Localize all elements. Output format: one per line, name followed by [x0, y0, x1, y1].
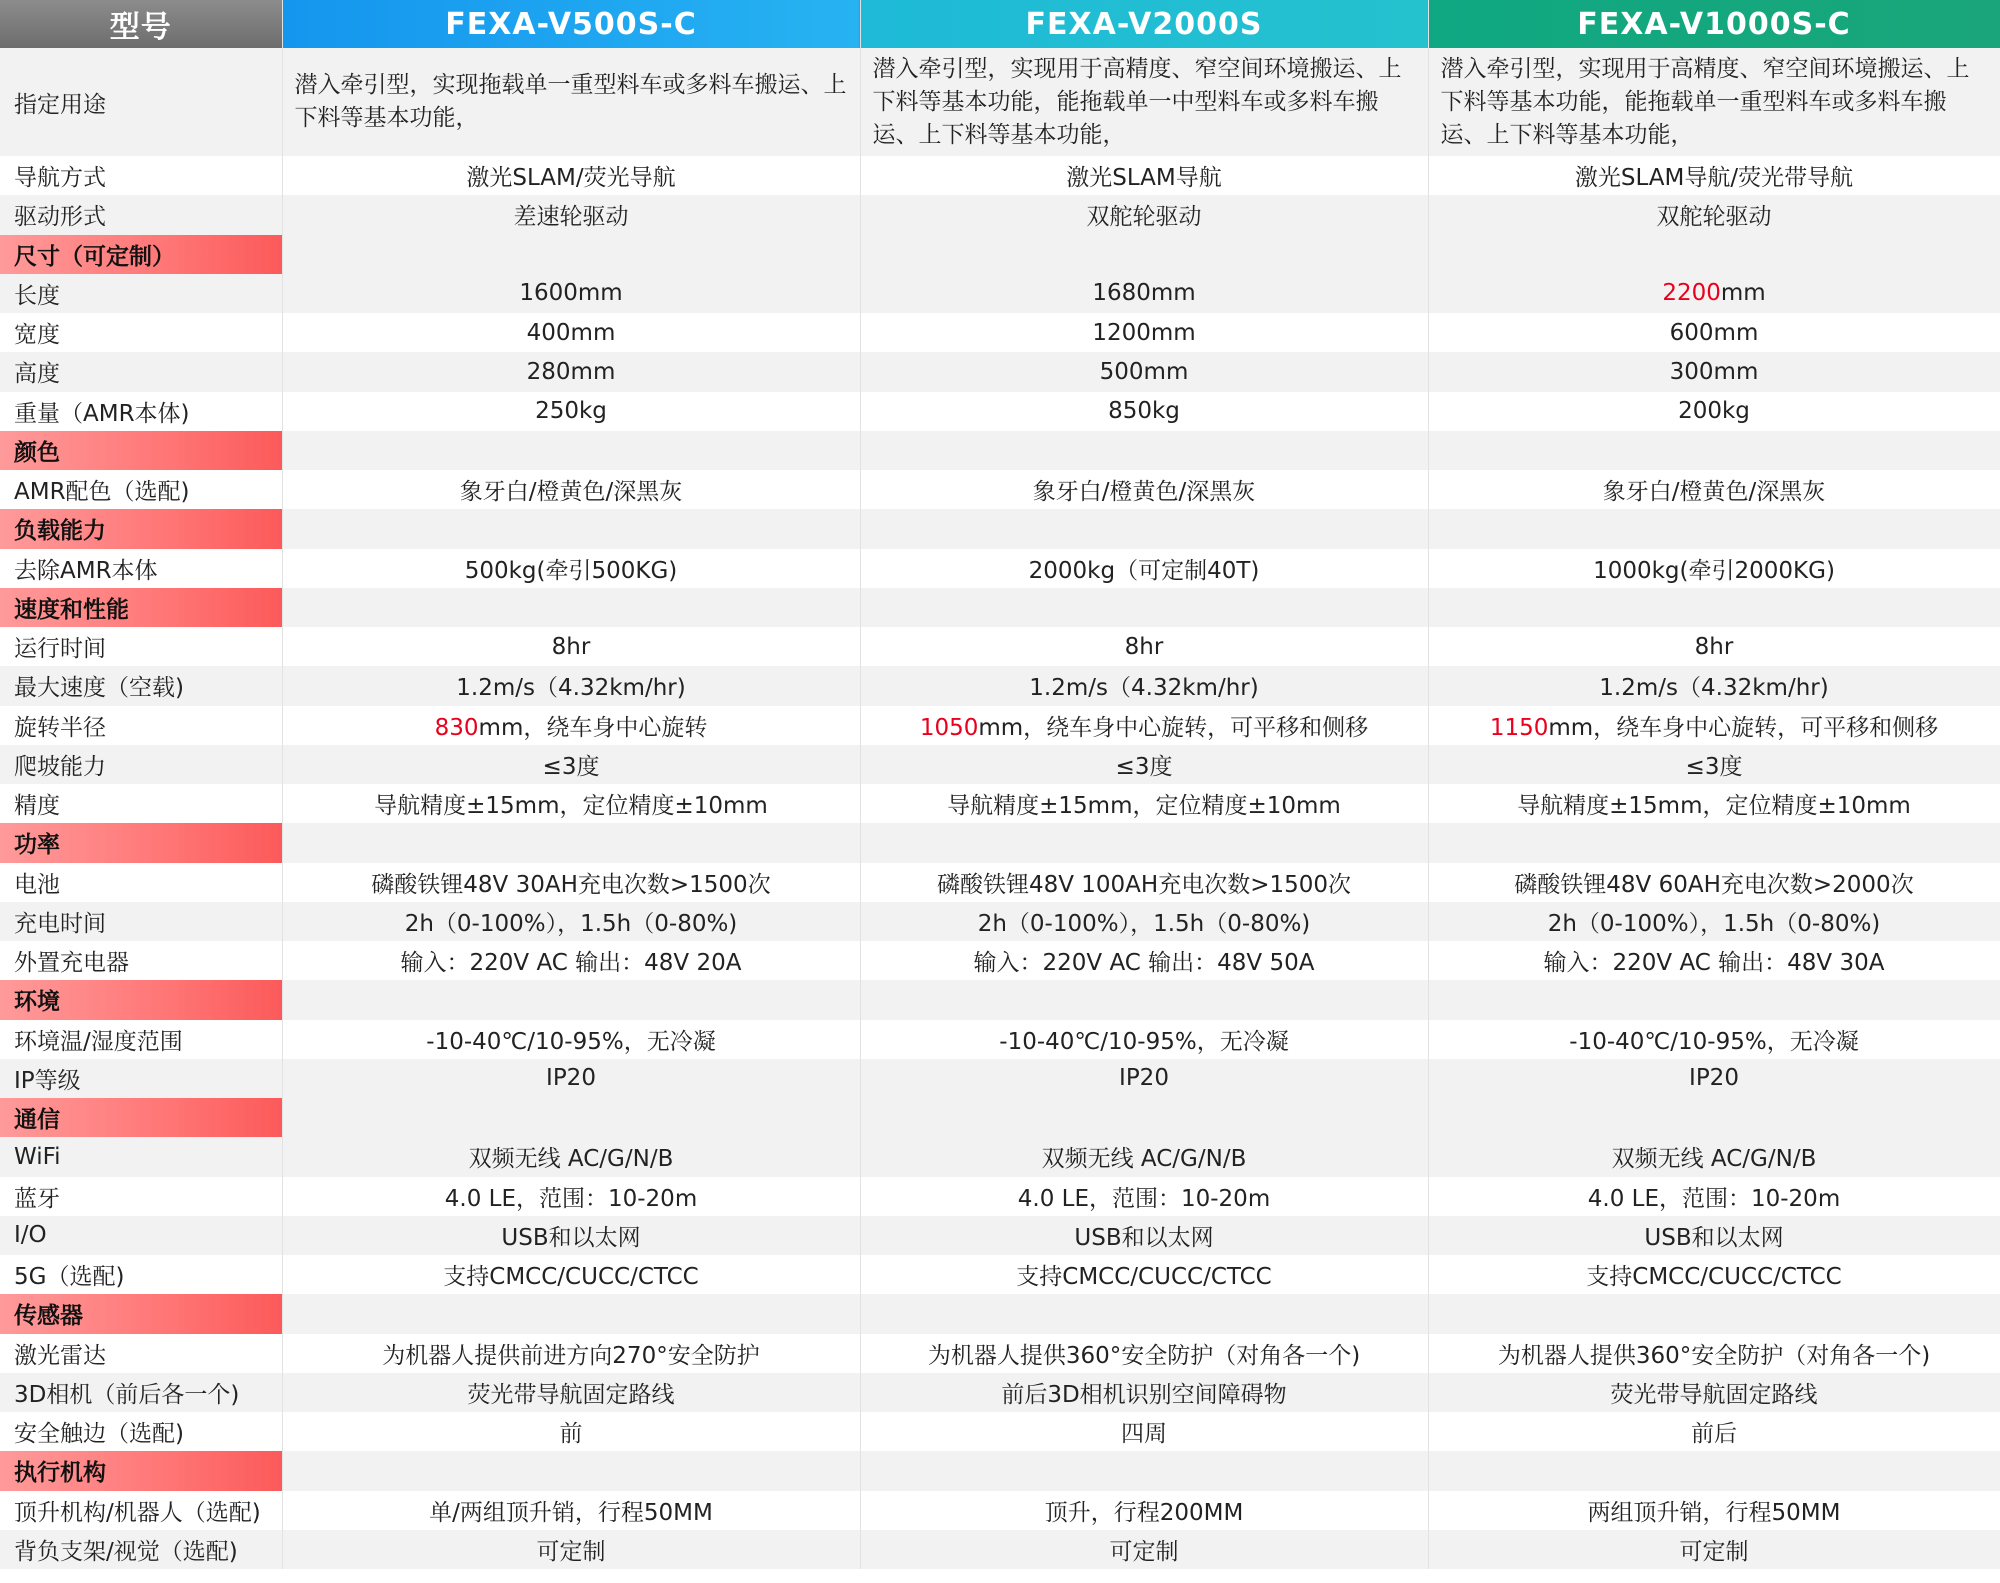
section-label: 颜色: [0, 431, 282, 470]
empty-cell: [1428, 588, 2000, 627]
value-cell: 500mm: [860, 352, 1428, 391]
value-cell: 支持CMCC/CUCC/CTCC: [1428, 1255, 2000, 1294]
section-row: [0, 1294, 2000, 1333]
value-cell: 顶升，行程200MM: [860, 1491, 1428, 1530]
row-label: 指定用途: [0, 48, 282, 156]
table-row: [0, 470, 2000, 509]
row-label: 最大速度（空载): [0, 666, 282, 705]
empty-cell: [860, 509, 1428, 548]
row-label: 爬坡能力: [0, 745, 282, 784]
row-label: 5G（选配): [0, 1255, 282, 1294]
value-cell: IP20: [1428, 1059, 2000, 1098]
empty-cell: [282, 431, 860, 470]
value-cell: 280mm: [282, 352, 860, 391]
row-label: 旋转半径: [0, 706, 282, 745]
empty-cell: [282, 1294, 860, 1333]
value-text: mm，绕车身中心旋转，可平移和侧移: [1548, 714, 1939, 741]
row-label: 3D相机（前后各一个): [0, 1373, 282, 1412]
section-label: 功率: [0, 823, 282, 862]
value-cell: 可定制: [860, 1530, 1428, 1569]
value-cell: USB和以太网: [282, 1216, 860, 1255]
value-cell: [860, 274, 1428, 313]
value-cell: 导航精度±15mm，定位精度±10mm: [860, 784, 1428, 823]
value-cell: [1428, 706, 2000, 745]
row-label: I/O: [0, 1216, 282, 1255]
empty-cell: [860, 980, 1428, 1019]
value-cell: 为机器人提供360°安全防护（对角各一个): [860, 1334, 1428, 1373]
value-cell: 200kg: [1428, 392, 2000, 431]
value-cell: 1200mm: [860, 313, 1428, 352]
table-row: [0, 1334, 2000, 1373]
table-row: [0, 784, 2000, 823]
section-label: 通信: [0, 1098, 282, 1137]
table-row: [0, 1373, 2000, 1412]
value-cell: 象牙白/橙黄色/深黑灰: [1428, 470, 2000, 509]
row-label: 电池: [0, 863, 282, 902]
value-cell: [282, 274, 860, 313]
table-row: [0, 392, 2000, 431]
empty-cell: [860, 235, 1428, 274]
value-cell: 激光SLAM导航/荧光带导航: [1428, 156, 2000, 195]
table-row: [0, 1530, 2000, 1569]
value-cell: 磷酸铁锂48V 30AH充电次数>1500次: [282, 863, 860, 902]
section-label: 环境: [0, 980, 282, 1019]
value-cell: 潜入牵引型，实现用于高精度、窄空间环境搬运、上下料等基本功能，能拖载单一中型料车或多料车搬运、上下料等基本功能，: [860, 48, 1428, 156]
value-cell: 400mm: [282, 313, 860, 352]
value-cell: 2h（0-100%），1.5h（0-80%): [860, 902, 1428, 941]
value-cell: 输入：220V AC 输出：48V 50A: [860, 941, 1428, 980]
value-cell: 四周: [860, 1412, 1428, 1451]
table-row: [0, 1412, 2000, 1451]
value-cell: 为机器人提供前进方向270°安全防护: [282, 1334, 860, 1373]
value-cell: ≤3度: [1428, 745, 2000, 784]
model-header-v2000s: FEXA-V2000S: [860, 0, 1428, 48]
highlight-number: 2200: [1662, 280, 1721, 307]
spec-table-body: [0, 48, 2000, 1569]
table-row: [0, 48, 2000, 156]
row-label: 蓝牙: [0, 1177, 282, 1216]
value-cell: 1000kg(牵引2000KG): [1428, 549, 2000, 588]
table-row: [0, 274, 2000, 313]
section-label: 传感器: [0, 1294, 282, 1333]
value-cell: 8hr: [1428, 627, 2000, 666]
table-row: [0, 941, 2000, 980]
row-label: 高度: [0, 352, 282, 391]
table-row: [0, 666, 2000, 705]
value-cell: 输入：220V AC 输出：48V 20A: [282, 941, 860, 980]
value-cell: 激光SLAM导航: [860, 156, 1428, 195]
section-label: 负载能力: [0, 509, 282, 548]
row-label: 去除AMR本体: [0, 549, 282, 588]
value-cell: 600mm: [1428, 313, 2000, 352]
value-cell: 2h（0-100%），1.5h（0-80%): [1428, 902, 2000, 941]
table-row: [0, 1255, 2000, 1294]
row-label: 长度: [0, 274, 282, 313]
value-cell: 2h（0-100%），1.5h（0-80%): [282, 902, 860, 941]
value-text: mm，绕车身中心旋转，可平移和侧移: [978, 714, 1369, 741]
table-row: [0, 352, 2000, 391]
row-label: 安全触边（选配): [0, 1412, 282, 1451]
row-label: 导航方式: [0, 156, 282, 195]
value-cell: 8hr: [860, 627, 1428, 666]
empty-cell: [282, 1098, 860, 1137]
value-cell: 1.2m/s（4.32km/hr): [1428, 666, 2000, 705]
highlight-number: 1150: [1489, 714, 1549, 741]
section-row: [0, 588, 2000, 627]
empty-cell: [1428, 235, 2000, 274]
row-label: 运行时间: [0, 627, 282, 666]
table-row: [0, 195, 2000, 234]
table-row: [0, 1137, 2000, 1176]
highlight-number: 1050: [919, 714, 979, 741]
row-label: 背负支架/视觉（选配): [0, 1530, 282, 1569]
value-cell: 双舵轮驱动: [860, 195, 1428, 234]
empty-cell: [1428, 1294, 2000, 1333]
value-cell: 前: [282, 1412, 860, 1451]
empty-cell: [282, 823, 860, 862]
value-cell: USB和以太网: [1428, 1216, 2000, 1255]
header-label-cell: 型号: [0, 0, 282, 48]
value-cell: IP20: [860, 1059, 1428, 1098]
value-cell: 500kg(牵引500KG): [282, 549, 860, 588]
value-text: 1680mm: [1092, 280, 1196, 307]
value-cell: 荧光带导航固定路线: [1428, 1373, 2000, 1412]
value-cell: 1.2m/s（4.32km/hr): [282, 666, 860, 705]
empty-cell: [860, 823, 1428, 862]
value-cell: 可定制: [282, 1530, 860, 1569]
row-label: 重量（AMR本体): [0, 392, 282, 431]
empty-cell: [1428, 1451, 2000, 1490]
row-label: 环境温/湿度范围: [0, 1020, 282, 1059]
value-cell: 支持CMCC/CUCC/CTCC: [860, 1255, 1428, 1294]
row-label: AMR配色（选配): [0, 470, 282, 509]
value-cell: 为机器人提供360°安全防护（对角各一个): [1428, 1334, 2000, 1373]
table-row: [0, 1020, 2000, 1059]
section-label: 速度和性能: [0, 588, 282, 627]
table-row: [0, 313, 2000, 352]
value-cell: USB和以太网: [860, 1216, 1428, 1255]
empty-cell: [860, 1098, 1428, 1137]
value-text: 1600mm: [519, 280, 623, 307]
value-cell: 支持CMCC/CUCC/CTCC: [282, 1255, 860, 1294]
value-cell: 8hr: [282, 627, 860, 666]
row-label: WiFi: [0, 1137, 282, 1176]
value-cell: 双频无线 AC/G/N/B: [860, 1137, 1428, 1176]
value-cell: 荧光带导航固定路线: [282, 1373, 860, 1412]
value-cell: 前后3D相机识别空间障碍物: [860, 1373, 1428, 1412]
table-row: [0, 156, 2000, 195]
section-row: [0, 509, 2000, 548]
section-row: [0, 431, 2000, 470]
row-label: 激光雷达: [0, 1334, 282, 1373]
value-cell: 导航精度±15mm，定位精度±10mm: [1428, 784, 2000, 823]
row-label: 宽度: [0, 313, 282, 352]
value-cell: 潜入牵引型，实现拖载单一重型料车或多料车搬运、上下料等基本功能，: [282, 48, 860, 156]
value-cell: [860, 706, 1428, 745]
section-row: [0, 1098, 2000, 1137]
section-label: 尺寸（可定制）: [0, 235, 282, 274]
value-cell: IP20: [282, 1059, 860, 1098]
row-label: 外置充电器: [0, 941, 282, 980]
empty-cell: [860, 1451, 1428, 1490]
table-row: [0, 549, 2000, 588]
value-cell: 导航精度±15mm，定位精度±10mm: [282, 784, 860, 823]
empty-cell: [860, 588, 1428, 627]
value-cell: 单/两组顶升销，行程50MM: [282, 1491, 860, 1530]
table-row: [0, 1177, 2000, 1216]
value-cell: 250kg: [282, 392, 860, 431]
section-row: [0, 980, 2000, 1019]
value-cell: 双舵轮驱动: [1428, 195, 2000, 234]
value-cell: ≤3度: [282, 745, 860, 784]
table-row: [0, 863, 2000, 902]
highlight-number: 830: [434, 714, 479, 741]
value-cell: 300mm: [1428, 352, 2000, 391]
value-cell: 差速轮驱动: [282, 195, 860, 234]
empty-cell: [282, 980, 860, 1019]
value-cell: 激光SLAM/荧光导航: [282, 156, 860, 195]
value-cell: 潜入牵引型，实现用于高精度、窄空间环境搬运、上下料等基本功能，能拖载单一重型料车或多料车搬运、上下料等基本功能，: [1428, 48, 2000, 156]
value-cell: 输入：220V AC 输出：48V 30A: [1428, 941, 2000, 980]
value-cell: 前后: [1428, 1412, 2000, 1451]
value-cell: 4.0 LE，范围：10-20m: [860, 1177, 1428, 1216]
value-cell: -10-40℃/10-95%，无冷凝: [860, 1020, 1428, 1059]
value-cell: -10-40℃/10-95%，无冷凝: [1428, 1020, 2000, 1059]
section-row: [0, 823, 2000, 862]
value-cell: 4.0 LE，范围：10-20m: [1428, 1177, 2000, 1216]
value-cell: 象牙白/橙黄色/深黑灰: [282, 470, 860, 509]
value-cell: 象牙白/橙黄色/深黑灰: [860, 470, 1428, 509]
table-row: [0, 627, 2000, 666]
value-cell: 双频无线 AC/G/N/B: [1428, 1137, 2000, 1176]
empty-cell: [860, 1294, 1428, 1333]
section-row: [0, 1451, 2000, 1490]
empty-cell: [1428, 980, 2000, 1019]
value-cell: 磷酸铁锂48V 60AH充电次数>2000次: [1428, 863, 2000, 902]
row-label: 精度: [0, 784, 282, 823]
empty-cell: [1428, 431, 2000, 470]
value-cell: ≤3度: [860, 745, 1428, 784]
row-label: 充电时间: [0, 902, 282, 941]
value-cell: [282, 706, 860, 745]
empty-cell: [860, 431, 1428, 470]
table-row: [0, 1216, 2000, 1255]
empty-cell: [282, 1451, 860, 1490]
empty-cell: [282, 588, 860, 627]
row-label: 驱动形式: [0, 195, 282, 234]
header-row: [0, 0, 2000, 48]
value-cell: 1.2m/s（4.32km/hr): [860, 666, 1428, 705]
value-cell: 两组顶升销，行程50MM: [1428, 1491, 2000, 1530]
row-label: 顶升机构/机器人（选配): [0, 1491, 282, 1530]
empty-cell: [1428, 509, 2000, 548]
model-header-v500s-c: FEXA-V500S-C: [282, 0, 860, 48]
table-row: [0, 1059, 2000, 1098]
table-row: [0, 902, 2000, 941]
value-text: mm，绕车身中心旋转: [478, 714, 708, 741]
value-cell: [1428, 274, 2000, 313]
value-cell: 4.0 LE，范围：10-20m: [282, 1177, 860, 1216]
section-label: 执行机构: [0, 1451, 282, 1490]
empty-cell: [282, 509, 860, 548]
table-row: [0, 706, 2000, 745]
table-row: [0, 745, 2000, 784]
table-row: [0, 1491, 2000, 1530]
value-cell: 可定制: [1428, 1530, 2000, 1569]
value-cell: 2000kg（可定制40T): [860, 549, 1428, 588]
value-cell: 磷酸铁锂48V 100AH充电次数>1500次: [860, 863, 1428, 902]
empty-cell: [282, 235, 860, 274]
value-cell: -10-40℃/10-95%，无冷凝: [282, 1020, 860, 1059]
section-row: [0, 235, 2000, 274]
empty-cell: [1428, 1098, 2000, 1137]
value-text: mm: [1720, 280, 1766, 307]
model-header-v1000s-c: FEXA-V1000S-C: [1428, 0, 2000, 48]
value-cell: 双频无线 AC/G/N/B: [282, 1137, 860, 1176]
row-label: IP等级: [0, 1059, 282, 1098]
value-cell: 850kg: [860, 392, 1428, 431]
empty-cell: [1428, 823, 2000, 862]
